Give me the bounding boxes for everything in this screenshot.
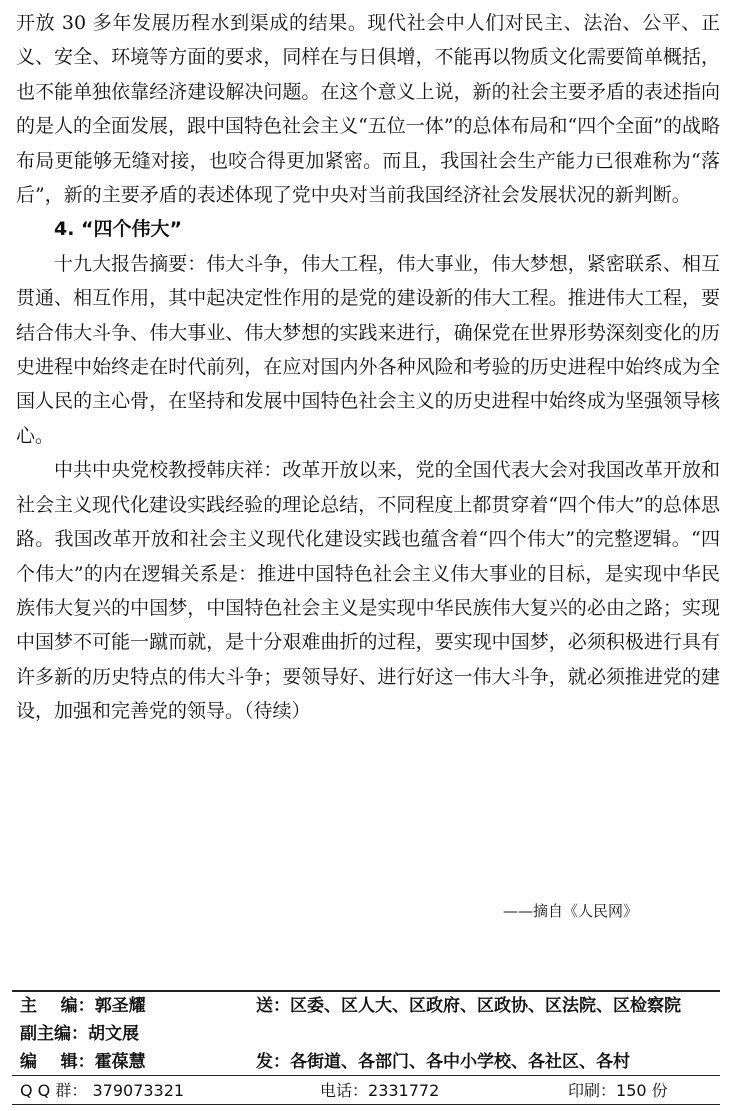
- phone-label: 电话：: [320, 1081, 369, 1100]
- paragraph-report-summary: 十九大报告摘要：伟大斗争，伟大工程，伟大事业，伟大梦想，紧密联系、相互贯通、相互作用，其中起决定性作用的是党的建设新的伟大工程。推进伟大工程，要结合伟大斗争、伟大事业、伟大梦想的实践来进行，确保党在世界形势深刻变化的历史进程中始终走在时代前列，在应对国内外各种风险和考验的历史进程中始终成为全国人民的主心骨，在坚持和发展中国特色社会主义的历史进程中始终成为坚强领导核心。: [16, 252, 720, 447]
- send-to-list: 区委、区人大、区政府、区政协、区法院、区检察院: [290, 996, 681, 1016]
- section-heading: 4. “四个伟大”: [54, 218, 183, 241]
- distribute-line: [256, 1048, 630, 1076]
- editor-name: 霍葆慧: [94, 1052, 146, 1072]
- article-body: [16, 6, 720, 729]
- distribute-list: 各街道、各部门、各中小学校、各社区、各村: [290, 1052, 630, 1072]
- qq-group: [20, 1078, 184, 1104]
- phone: [320, 1078, 439, 1104]
- deputy-editor-label: 副主编：: [20, 1024, 88, 1044]
- distribute-label: 发：: [256, 1052, 290, 1072]
- source-attribution: ——摘自《人民网》: [502, 902, 638, 920]
- phone-number: 2331772: [368, 1081, 440, 1100]
- paragraph-continuation: 开放 30 多年发展历程水到渠成的结果。现代社会中人们对民主、法治、公平、正义、安全、环境等方面的要求，同样在与日俱增，不能再以物质文化需要简单概括，也不能单独依靠经济建设解决问题。在这个意义上说，新的社会主要矛盾的表述指向的是人的全面发展，跟中国特色社会主义“五位一体”的总体布局和“四个全面”的战略布局更能够无缝对接，也咬合得更加紧密。而且，我国社会生产能力已很难称为“落后”，新的主要矛盾的表述体现了党中央对当前我国经济社会发展状况的新判断。: [16, 12, 720, 207]
- print-label: 印刷：: [568, 1081, 617, 1100]
- chief-editor-name: 郭圣耀: [94, 996, 146, 1016]
- deputy-editor-name: 胡文展: [88, 1024, 139, 1044]
- qq-label: Q Q 群：: [20, 1081, 88, 1100]
- send-to-label: 送：: [256, 996, 290, 1016]
- send-to-line: [256, 992, 681, 1020]
- colophon: [20, 992, 720, 1074]
- chief-editor-label: 主 编：: [20, 996, 95, 1016]
- editor-label: 编 辑：: [20, 1052, 95, 1072]
- footer-info: [20, 1078, 720, 1104]
- paragraph-professor-comment: 中共中央党校教授韩庆祥：改革开放以来，党的全国代表大会对我国改革开放和社会主义现代化建设实践经验的理论总结，不同程度上都贯穿着“四个伟大”的总体思路。我国改革开放和社会主义现代化建设实践也蕴含着“四个伟大”的完整逻辑。“四个伟大”的内在逻辑关系是：推进中国特色社会主义伟大事业的目标，是实现中华民族伟大复兴的中国梦，中国特色社会主义是实现中华民族伟大复兴的必由之路；实现中国梦不可能一蹴而就，是十分艰难曲折的过程，要实现中国梦，必须积极进行具有许多新的历史特点的伟大斗争；要领导好、进行好这一伟大斗争，就必须推进党的建设，加强和完善党的领导。（待续）: [16, 459, 720, 723]
- footer-top-rule: [12, 1075, 720, 1076]
- colophon-row-deputy-editor: [20, 1020, 139, 1048]
- print-count: [568, 1078, 668, 1104]
- qq-number: 379073321: [92, 1081, 185, 1100]
- colophon-row-editor: [20, 1048, 630, 1076]
- footer-bottom-rule: [12, 1104, 720, 1105]
- print-value: 150 份: [616, 1081, 668, 1100]
- colophon-row-chief-editor: [20, 992, 681, 1020]
